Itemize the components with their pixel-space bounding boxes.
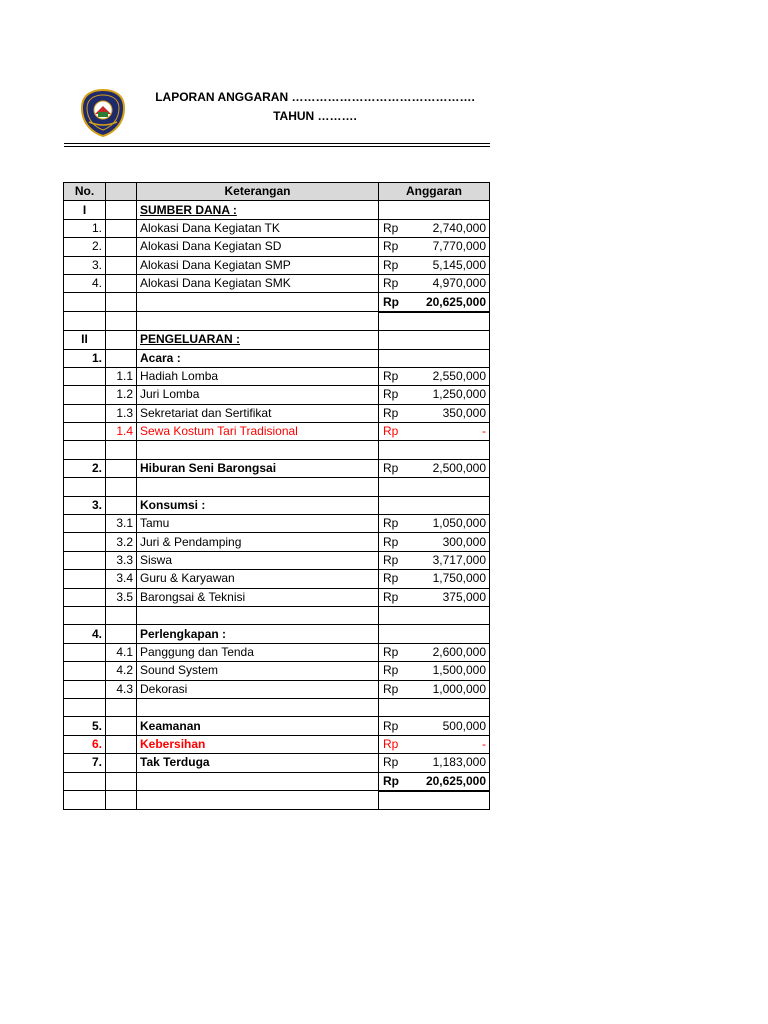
row-description [137, 441, 379, 459]
row-subnumber [106, 625, 137, 643]
row-number [64, 533, 106, 551]
table-row [64, 735, 490, 753]
row-number: 2. [64, 238, 106, 256]
row-amount [408, 606, 490, 624]
table-row [64, 754, 490, 772]
row-description: Perlengkapan : [137, 625, 379, 643]
row-number [64, 588, 106, 606]
row-currency [379, 496, 408, 514]
table-row [64, 386, 490, 404]
row-number [64, 606, 106, 624]
row-description: Acara : [137, 349, 379, 367]
row-currency: Rp [379, 256, 408, 274]
row-currency: Rp [379, 459, 408, 477]
row-description: Hiburan Seni Barongsai [137, 459, 379, 477]
row-number [64, 551, 106, 569]
table-row [64, 662, 490, 680]
row-description: Sekretariat dan Sertifikat [137, 404, 379, 422]
row-amount: 20,625,000 [408, 293, 490, 312]
row-amount: 2,740,000 [408, 219, 490, 237]
table-row [64, 698, 490, 716]
table-row [64, 349, 490, 367]
row-amount [408, 791, 490, 810]
row-description: Alokasi Dana Kegiatan SMK [137, 274, 379, 292]
row-currency: Rp [379, 274, 408, 292]
row-subnumber [106, 331, 137, 349]
row-number [64, 293, 106, 312]
row-amount [408, 698, 490, 716]
row-subnumber: 1.2 [106, 386, 137, 404]
column-header-anggaran: Anggaran [379, 183, 490, 201]
row-currency [379, 606, 408, 624]
row-number: 3. [64, 256, 106, 274]
table-row [64, 606, 490, 624]
row-description [137, 772, 379, 791]
row-description [137, 312, 379, 331]
row-number [64, 698, 106, 716]
row-amount: 1,500,000 [408, 662, 490, 680]
row-amount: 7,770,000 [408, 238, 490, 256]
row-amount: - [408, 735, 490, 753]
table-row [64, 588, 490, 606]
row-subnumber: 3.1 [106, 515, 137, 533]
row-subnumber [106, 256, 137, 274]
row-currency: Rp [379, 662, 408, 680]
row-number: I [64, 201, 106, 219]
row-description: PENGELUARAN : [137, 331, 379, 349]
row-currency: Rp [379, 386, 408, 404]
row-currency: Rp [379, 570, 408, 588]
column-header-keterangan: Keterangan [137, 183, 379, 201]
table-header-row [64, 183, 490, 201]
row-number [64, 423, 106, 441]
row-description [137, 606, 379, 624]
row-number [64, 515, 106, 533]
table-row [64, 256, 490, 274]
row-number: 2. [64, 459, 106, 477]
row-amount: 1,250,000 [408, 386, 490, 404]
row-amount [408, 478, 490, 496]
report-title: LAPORAN ANGGARAN ………………………………………. [155, 90, 475, 104]
table-row [64, 441, 490, 459]
table-row [64, 791, 490, 810]
row-currency [379, 349, 408, 367]
row-number [64, 643, 106, 661]
row-amount [408, 331, 490, 349]
row-amount: - [408, 423, 490, 441]
header-separator-bottom [64, 146, 490, 147]
row-description [137, 478, 379, 496]
table-row [64, 404, 490, 422]
table-row [64, 478, 490, 496]
row-subnumber: 3.3 [106, 551, 137, 569]
row-currency [379, 441, 408, 459]
row-description: Kebersihan [137, 735, 379, 753]
row-description: Alokasi Dana Kegiatan TK [137, 219, 379, 237]
row-number [64, 662, 106, 680]
row-currency [379, 478, 408, 496]
table-body [64, 201, 490, 810]
row-currency [379, 791, 408, 810]
table-row [64, 331, 490, 349]
row-amount: 2,550,000 [408, 367, 490, 385]
table-row [64, 219, 490, 237]
row-amount: 500,000 [408, 717, 490, 735]
row-number [64, 367, 106, 385]
row-description: Tak Terduga [137, 754, 379, 772]
row-currency [379, 201, 408, 219]
row-description: SUMBER DANA : [137, 201, 379, 219]
row-subnumber [106, 496, 137, 514]
row-currency: Rp [379, 404, 408, 422]
row-currency: Rp [379, 735, 408, 753]
row-currency: Rp [379, 293, 408, 312]
row-number: 7. [64, 754, 106, 772]
row-number [64, 404, 106, 422]
table-row [64, 551, 490, 569]
row-description: Alokasi Dana Kegiatan SMP [137, 256, 379, 274]
row-number [64, 478, 106, 496]
row-currency [379, 698, 408, 716]
row-description: Juri & Pendamping [137, 533, 379, 551]
row-subnumber [106, 772, 137, 791]
row-currency: Rp [379, 238, 408, 256]
row-subnumber [106, 478, 137, 496]
row-currency: Rp [379, 551, 408, 569]
row-amount [408, 496, 490, 514]
row-currency: Rp [379, 219, 408, 237]
row-description: Juri Lomba [137, 386, 379, 404]
table-row [64, 643, 490, 661]
table-row [64, 201, 490, 219]
row-subnumber: 1.1 [106, 367, 137, 385]
table-row [64, 496, 490, 514]
row-currency: Rp [379, 643, 408, 661]
row-description: Panggung dan Tenda [137, 643, 379, 661]
row-description: Konsumsi : [137, 496, 379, 514]
row-currency: Rp [379, 423, 408, 441]
row-amount [408, 349, 490, 367]
row-currency [379, 312, 408, 331]
column-header-sub [106, 183, 137, 201]
row-description [137, 791, 379, 810]
table-row [64, 717, 490, 735]
row-amount: 2,600,000 [408, 643, 490, 661]
row-subnumber [106, 293, 137, 312]
report-year: TAHUN ………. [273, 109, 357, 123]
row-amount: 350,000 [408, 404, 490, 422]
row-subnumber [106, 219, 137, 237]
row-subnumber: 4.2 [106, 662, 137, 680]
row-subnumber: 3.5 [106, 588, 137, 606]
table-row [64, 312, 490, 331]
row-number: 3. [64, 496, 106, 514]
table-row [64, 625, 490, 643]
row-number: 5. [64, 717, 106, 735]
table-row [64, 570, 490, 588]
row-subnumber [106, 698, 137, 716]
row-subnumber [106, 441, 137, 459]
row-subnumber [106, 312, 137, 331]
row-currency: Rp [379, 515, 408, 533]
table-row [64, 293, 490, 312]
row-description: Sound System [137, 662, 379, 680]
row-amount [408, 201, 490, 219]
row-number: II [64, 331, 106, 349]
row-description: Tamu [137, 515, 379, 533]
row-currency: Rp [379, 754, 408, 772]
row-description: Siswa [137, 551, 379, 569]
budget-table [63, 182, 490, 810]
row-subnumber [106, 606, 137, 624]
row-number: 6. [64, 735, 106, 753]
row-currency: Rp [379, 367, 408, 385]
row-currency: Rp [379, 772, 408, 791]
row-number: 4. [64, 625, 106, 643]
row-amount: 1,050,000 [408, 515, 490, 533]
row-number: 1. [64, 349, 106, 367]
row-amount: 375,000 [408, 588, 490, 606]
row-subnumber [106, 735, 137, 753]
row-subnumber [106, 238, 137, 256]
row-number: 4. [64, 274, 106, 292]
row-number [64, 791, 106, 810]
row-number: 1. [64, 219, 106, 237]
column-header-no: No. [64, 183, 106, 201]
table-row [64, 367, 490, 385]
row-subnumber: 4.1 [106, 643, 137, 661]
row-subnumber [106, 201, 137, 219]
row-description: Guru & Karyawan [137, 570, 379, 588]
row-number [64, 772, 106, 791]
row-subnumber: 3.2 [106, 533, 137, 551]
row-subnumber: 1.4 [106, 423, 137, 441]
row-amount: 5,145,000 [408, 256, 490, 274]
row-amount [408, 441, 490, 459]
table-row [64, 423, 490, 441]
row-description: Hadiah Lomba [137, 367, 379, 385]
row-subnumber [106, 349, 137, 367]
row-amount [408, 625, 490, 643]
row-currency [379, 625, 408, 643]
row-number [64, 312, 106, 331]
row-description [137, 293, 379, 312]
row-subnumber: 1.3 [106, 404, 137, 422]
row-amount: 1,000,000 [408, 680, 490, 698]
row-amount: 4,970,000 [408, 274, 490, 292]
table-row [64, 238, 490, 256]
row-amount: 300,000 [408, 533, 490, 551]
row-amount: 1,750,000 [408, 570, 490, 588]
row-description: Keamanan [137, 717, 379, 735]
table-row [64, 515, 490, 533]
table-row [64, 772, 490, 791]
row-currency: Rp [379, 588, 408, 606]
row-subnumber [106, 459, 137, 477]
row-subnumber [106, 754, 137, 772]
table-row [64, 533, 490, 551]
table-row [64, 274, 490, 292]
row-description: Dekorasi [137, 680, 379, 698]
row-subnumber [106, 791, 137, 810]
row-number [64, 386, 106, 404]
row-subnumber [106, 274, 137, 292]
school-emblem-logo [79, 88, 127, 138]
row-number [64, 570, 106, 588]
table-row [64, 680, 490, 698]
row-subnumber: 4.3 [106, 680, 137, 698]
row-description: Barongsai & Teknisi [137, 588, 379, 606]
header-separator-top [64, 143, 490, 144]
row-amount: 2,500,000 [408, 459, 490, 477]
row-subnumber: 3.4 [106, 570, 137, 588]
row-currency [379, 331, 408, 349]
row-amount: 1,183,000 [408, 754, 490, 772]
row-amount: 3,717,000 [408, 551, 490, 569]
row-description: Alokasi Dana Kegiatan SD [137, 238, 379, 256]
row-currency: Rp [379, 717, 408, 735]
row-description [137, 698, 379, 716]
row-amount: 20,625,000 [408, 772, 490, 791]
row-currency: Rp [379, 680, 408, 698]
row-amount [408, 312, 490, 331]
row-number [64, 441, 106, 459]
row-number [64, 680, 106, 698]
row-subnumber [106, 717, 137, 735]
row-currency: Rp [379, 533, 408, 551]
row-description: Sewa Kostum Tari Tradisional [137, 423, 379, 441]
table-row [64, 459, 490, 477]
